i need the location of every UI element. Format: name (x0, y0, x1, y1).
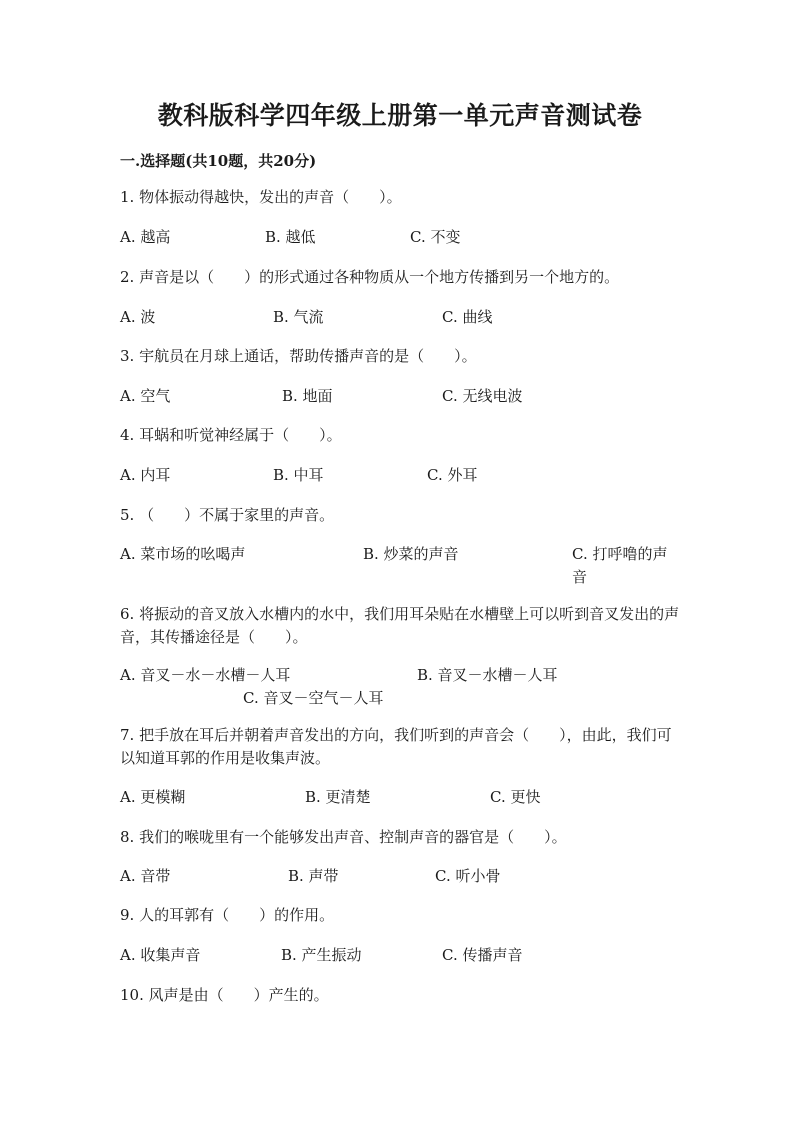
exam-title: 教科版科学四年级上册第一单元声音测试卷 (157, 101, 643, 130)
question-5-options (120, 543, 680, 589)
option-a[interactable]: A. 越高 (120, 228, 171, 246)
option-c[interactable]: C. 打呼噜的声音 (572, 545, 668, 586)
option-b[interactable]: B. 地面 (282, 387, 333, 405)
option-a[interactable]: A. 波 (120, 308, 156, 326)
option-a[interactable]: A. 菜市场的吆喝声 (120, 545, 246, 563)
option-c[interactable]: C. 不变 (410, 228, 461, 246)
option-b[interactable]: B. 炒菜的声音 (363, 545, 459, 563)
option-a[interactable]: A. 音带 (120, 867, 171, 885)
question-10-stem: 10. 风声是由（ ）产生的。 (120, 986, 329, 1004)
option-b[interactable]: B. 越低 (265, 228, 316, 246)
option-c[interactable]: C. 曲线 (442, 308, 493, 326)
option-b[interactable]: B. 更清楚 (305, 788, 371, 806)
option-c[interactable]: C. 传播声音 (442, 946, 523, 964)
section-heading: 一.选择题(共10题，共20分) (120, 152, 317, 170)
question-4-stem: 4. 耳蜗和听觉神经属于（ ）。 (120, 426, 342, 444)
option-c[interactable]: C. 无线电波 (442, 387, 523, 405)
option-b[interactable]: B. 音叉－水槽－人耳 (417, 666, 558, 684)
option-c[interactable]: C. 更快 (490, 788, 541, 806)
question-8-stem: 8. 我们的喉咙里有一个能够发出声音、控制声音的器官是（ ）。 (120, 828, 567, 846)
question-3-stem: 3. 宇航员在月球上通话，帮助传播声音的是（ ）。 (120, 347, 477, 365)
question-9-stem: 9. 人的耳郭有（ ）的作用。 (120, 906, 335, 924)
question-5-stem: 5. （ ）不属于家里的声音。 (120, 506, 335, 524)
option-a[interactable]: A. 空气 (120, 387, 171, 405)
option-c[interactable]: C. 外耳 (427, 466, 478, 484)
question-1-stem: 1. 物体振动得越快，发出的声音（ ）。 (120, 188, 402, 206)
option-a[interactable]: A. 音叉－水－水槽－人耳 (120, 666, 291, 684)
question-7-stem: 7. 把手放在耳后并朝着声音发出的方向，我们听到的声音会（ ），由此，我们可以知道耳郭的作用是收集声波。 (120, 726, 672, 767)
question-6-stem: 6. 将振动的音叉放入水槽内的水中，我们用耳朵贴在水槽壁上可以听到音叉发出的声音，其传播途径是（ ）。 (120, 605, 680, 646)
option-a[interactable]: A. 内耳 (120, 466, 171, 484)
option-a[interactable]: A. 收集声音 (120, 946, 201, 964)
question-6-options (120, 664, 680, 710)
option-c[interactable]: C. 听小骨 (435, 867, 501, 885)
option-b[interactable]: B. 声带 (288, 867, 339, 885)
option-b[interactable]: B. 中耳 (273, 466, 324, 484)
option-a[interactable]: A. 更模糊 (120, 788, 186, 806)
option-b[interactable]: B. 产生振动 (281, 946, 362, 964)
option-b[interactable]: B. 气流 (273, 308, 324, 326)
option-c[interactable]: C. 音叉－空气－人耳 (243, 689, 384, 707)
question-2-stem: 2. 声音是以（ ）的形式通过各种物质从一个地方传播到另一个地方的。 (120, 268, 620, 286)
